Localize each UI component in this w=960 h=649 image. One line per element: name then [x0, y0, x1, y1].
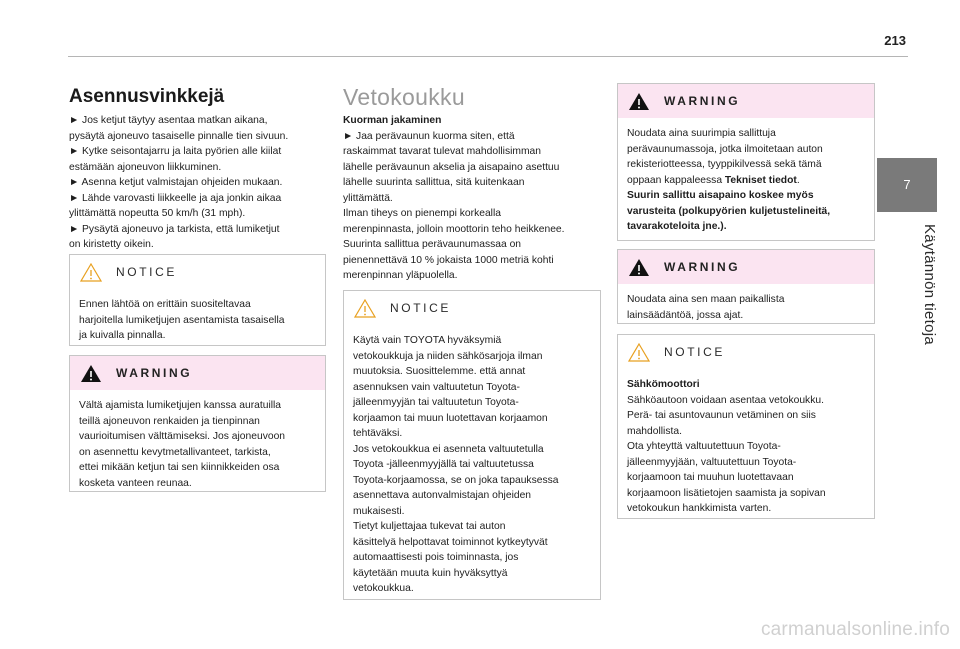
text-line: tavarakoteloita jne.).	[627, 221, 727, 232]
notice-text	[627, 377, 870, 517]
text-line: kosketa vanteen reunaa.	[79, 477, 192, 489]
text-line: harjoitella lumiketjujen asentamista tasaisella	[79, 314, 285, 326]
text-line: asennettava autonvalmistajan ohjeiden	[353, 490, 532, 501]
text-line: Perä- tai asuntovaunun vetäminen on siis	[627, 410, 816, 421]
notice-text	[79, 297, 321, 344]
subheading: Kuorman jakaminen	[343, 115, 442, 126]
warning-text	[627, 292, 870, 323]
header-rule	[68, 56, 908, 57]
text-line: merenpinnasta, jolloin moottorin teho heikkenee.	[343, 223, 565, 235]
warning-header	[618, 250, 874, 284]
warning-triangle-icon	[628, 92, 650, 111]
text-line: rekisteriotteessa, tyyppikilvessä sekä tämä	[627, 159, 822, 170]
text-line: Tietyt kuljettajaa tukevat tai auton	[353, 521, 506, 532]
warning-triangle-icon	[628, 258, 650, 277]
chapter-title: Käytännön tietoja	[921, 224, 938, 346]
watermark: carmanualsonline.info	[760, 619, 950, 640]
text-line: Sähköautoon voidaan asentaa vetokoukku.	[627, 394, 824, 406]
text-line: pienennettävä 10 % jokaista 1000 metriä kohti	[343, 254, 554, 266]
notice-text	[353, 333, 596, 597]
notice-header	[70, 255, 325, 289]
warning-triangle-icon	[80, 364, 102, 383]
towbar-text	[343, 113, 601, 284]
text-line: Suurinta sallittua perävaunumassaa on	[343, 239, 522, 250]
warning-box	[69, 355, 326, 492]
text-line: pysäytä ajoneuvo tasaiselle pinnalle tien sivuun.	[69, 130, 289, 142]
text-line: ► Pysäytä ajoneuvo ja tarkista, että lumiketjut	[69, 223, 280, 235]
text-line: lainsäädäntöä, jossa ajat.	[627, 309, 744, 321]
text-line: mukaisesti.	[353, 505, 405, 517]
text-line: asennuksen vain valtuutetun Toyota-	[353, 381, 520, 393]
text-line: automaattisesti pois toiminnasta, jos	[353, 552, 519, 563]
text-line: ► Kytke seisontajarru ja laita pyörien alle kiilat	[69, 146, 282, 157]
text-line: varusteita (polkupyörien kuljetustelineitä,	[627, 205, 831, 217]
text-line: Vältä ajamista lumiketjujen kanssa auratuilla	[79, 400, 282, 411]
text-fragment: oppaan kappaleessa	[627, 174, 725, 186]
text-line: ettei mikään ketjun tai sen kiinnikkeiden osa	[79, 462, 280, 473]
section-heading: Asennusvinkkejä	[69, 86, 225, 107]
notice-label: NOTICE	[664, 345, 725, 359]
text-line: Toyota -jälleenmyyjällä tai valtuutetussa	[353, 459, 534, 470]
page-number: 213	[884, 33, 906, 48]
warning-header	[70, 356, 325, 390]
notice-box	[343, 290, 601, 600]
text-line: ja kuivalla pinnalla.	[79, 330, 166, 341]
tips-text	[69, 113, 326, 253]
text-line: Noudata aina suurimpia sallittuja	[627, 128, 776, 139]
text-line: ylittämättä.	[343, 192, 393, 204]
text-line: merenpinnan yläpuolella.	[343, 270, 458, 281]
warning-label: WARNING	[664, 94, 741, 108]
text-line: ylittämättä nopeutta 50 km/h (31 mph).	[69, 208, 246, 219]
text-line: perävaunumassoja, jotka ilmoitetaan auton	[627, 143, 823, 155]
notice-box	[617, 334, 875, 519]
section-heading: Vetokoukku	[343, 84, 465, 110]
notice-title: Sähkömoottori	[627, 379, 700, 390]
text-line: on asennettu kevytmetallivanteet, tarkista,	[79, 446, 271, 458]
text-line: Noudata aina sen maan paikallista	[627, 294, 785, 305]
notice-header	[618, 335, 874, 369]
text-line: teillä ajoneuvon renkaiden ja tienpinnan	[79, 415, 260, 427]
text-line: muutoksia. Suosittelemme. että annat	[353, 366, 526, 377]
notice-header	[344, 291, 600, 325]
text-line: Jos vetokoukkua ei asenneta valtuutetulla	[353, 443, 544, 455]
warning-label: WARNING	[116, 366, 193, 380]
text-line: vetokoukkua.	[353, 583, 414, 594]
text-line: tehtäväksi.	[353, 428, 403, 439]
text-line: Suurin sallittu aisapaino koskee myös	[627, 190, 814, 201]
text-line: vetokoukkuja ja niiden sähkösarjoja ilman	[353, 350, 543, 362]
text-fragment: .	[796, 174, 800, 186]
text-line: lähelle perävaunun akselia ja aisapaino asettuu	[343, 161, 560, 173]
warning-label: WARNING	[664, 260, 741, 274]
notice-box	[69, 254, 326, 346]
text-line: Toyota-korjaamossa, se on joka tapauksessa	[353, 474, 559, 486]
caution-triangle-icon	[628, 343, 650, 362]
text-line: käsittelyä helpottavat toiminnot kytkeytyvät	[353, 536, 548, 548]
chapter-tab[interactable]: 7	[877, 158, 937, 212]
caution-triangle-icon	[354, 299, 376, 318]
text-line: Käytä vain TOYOTA hyväksymiä	[353, 335, 502, 346]
text-line: ► Asenna ketjut valmistajan ohjeiden mukaan.	[69, 177, 283, 188]
text-line: vetokoukun hankkimista varten.	[627, 503, 772, 514]
text-line: on kiristetty oikein.	[69, 239, 154, 250]
text-line: raskaimmat tavarat tulevat mahdollisimman	[343, 146, 541, 157]
warning-text	[627, 126, 870, 235]
text-line: jälleenmyyjän tai valtuutetun Toyota-	[353, 397, 519, 408]
text-line: Ennen lähtöä on erittäin suositeltavaa	[79, 299, 251, 310]
technical-data-ref: Tekniset tiedot	[724, 174, 797, 186]
notice-label: NOTICE	[390, 301, 451, 315]
text-line: ► Jaa perävaunun kuorma siten, että	[343, 130, 515, 142]
text-line: käytetään muuta kuin hyväksyttyä	[353, 567, 508, 579]
text-line: Ota yhteyttä valtuutettuun Toyota-	[627, 441, 781, 452]
text-line: jälleenmyyjään, valtuutettuun Toyota-	[627, 456, 797, 468]
caution-triangle-icon	[80, 263, 102, 282]
text-line	[627, 173, 870, 189]
text-line: lähelle suurinta sallittua, sitä kuitenkaan	[343, 177, 525, 188]
warning-box	[617, 249, 875, 324]
warning-box	[617, 83, 875, 241]
text-line: Ilman tiheys on pienempi korkealla	[343, 208, 501, 219]
text-line: vaurioitumisen välttämiseksi. Jos ajoneuvoon	[79, 431, 286, 442]
text-line: ► Lähde varovasti liikkeelle ja aja jonkin aikaa	[69, 192, 282, 204]
warning-header	[618, 84, 874, 118]
notice-label: NOTICE	[116, 265, 177, 279]
text-line: korjaamoon lisätietojen saamista ja sopivan	[627, 487, 826, 499]
text-line: mahdollista.	[627, 425, 682, 437]
text-line: korjaamon tai muun luotettavan korjaamon	[353, 412, 548, 424]
text-line: estämään ajoneuvon liikkuminen.	[69, 161, 222, 173]
warning-text	[79, 398, 321, 491]
text-line: korjaamoon tai muuhun luotettavaan	[627, 472, 794, 483]
text-line: ► Jos ketjut täytyy asentaa matkan aikana,	[69, 115, 268, 126]
